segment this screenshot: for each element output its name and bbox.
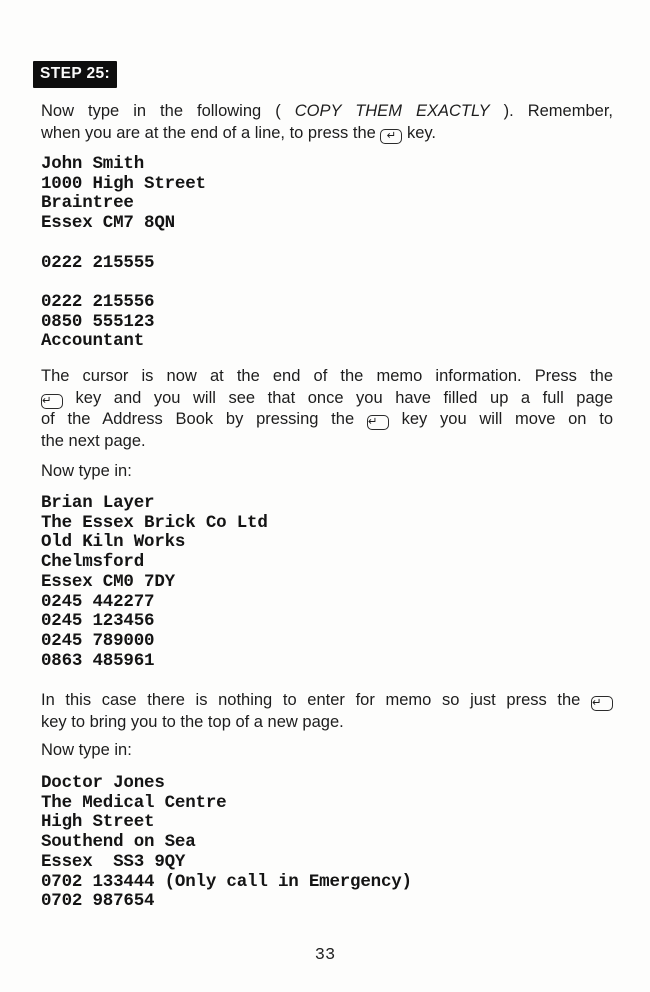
memo-cursor-line3 xyxy=(41,409,613,431)
memo-cursor-text: key and you will see that once you have filled up a full page xyxy=(63,388,613,407)
memo-cursor-text: the next page. xyxy=(41,431,146,450)
enter-key-icon: ↵ xyxy=(41,394,63,409)
enter-key-icon: ↵ xyxy=(367,415,389,430)
intro-text: Now type in the following ( xyxy=(41,102,295,120)
step-heading-label: STEP 25: xyxy=(40,65,111,82)
now-type-in-label: Now type in: xyxy=(41,462,132,480)
enter-key-icon: ↵ xyxy=(591,696,613,711)
intro-paragraph xyxy=(41,101,613,144)
memo-empty-text: In this case there is nothing to enter for memo so just press the xyxy=(41,691,591,709)
enter-key-icon: ↵ xyxy=(380,129,402,144)
memo-cursor-paragraph xyxy=(41,366,613,452)
memo-empty-paragraph xyxy=(41,690,613,733)
memo-cursor-line2 xyxy=(41,388,613,410)
intro-text: ). Remember, xyxy=(489,102,613,120)
address-block-john-smith: John Smith 1000 High Street Braintree Essex CM7 8QN 0222 215555 0222 215556 0850 555123 Accountant xyxy=(41,154,206,352)
now-type-in-label: Now type in: xyxy=(41,741,132,759)
step-heading xyxy=(33,61,117,88)
address-block-doctor-jones: Doctor Jones The Medical Centre High Street Southend on Sea Essex SS3 9QY 0702 133444 (Only call in Emergency) 0702 987654 xyxy=(41,773,412,912)
memo-cursor-text: key you will move on to xyxy=(388,410,613,429)
memo-cursor-line4 xyxy=(41,431,613,453)
intro-text: key. xyxy=(402,123,437,142)
memo-empty-text: key to bring you to the top of a new page. xyxy=(41,712,344,731)
memo-cursor-line1 xyxy=(41,366,613,388)
memo-cursor-text: The cursor is now at the end of the memo information. Press the xyxy=(41,367,613,385)
page-number: 33 xyxy=(314,946,336,965)
intro-paragraph-line1 xyxy=(41,101,613,123)
address-block-brian-layer: Brian Layer The Essex Brick Co Ltd Old Kiln Works Chelmsford Essex CM0 7DY 0245 442277 0245 123456 0245 789000 0863 485961 xyxy=(41,493,268,671)
copy-them-exactly-emphasis: COPY THEM EXACTLY xyxy=(294,102,490,120)
memo-empty-line1 xyxy=(41,690,613,712)
memo-cursor-text: of the Address Book by pressing the xyxy=(41,410,367,429)
intro-text: when you are at the end of a line, to press the xyxy=(41,123,381,142)
intro-paragraph-line2 xyxy=(41,123,613,145)
memo-empty-line2 xyxy=(41,712,613,734)
